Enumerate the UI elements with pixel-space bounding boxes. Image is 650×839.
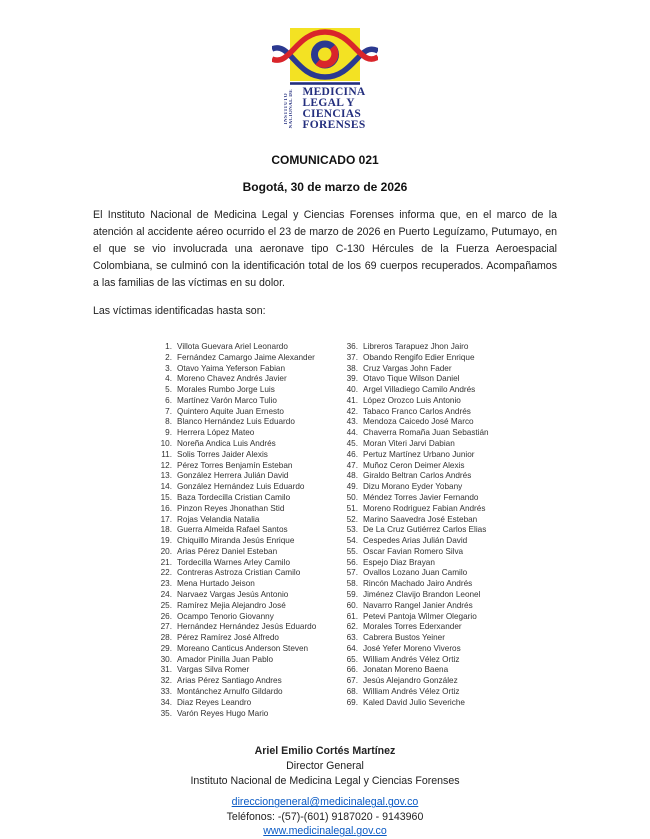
victim-number: 41. (346, 395, 358, 405)
victim-number: 14. (160, 482, 172, 492)
victim-row (341, 698, 489, 709)
victim-number: 53. (346, 525, 358, 535)
victim-name: Jiménez Clavijo Brandon Leonel (363, 589, 481, 599)
victim-row (341, 547, 489, 558)
victim-name: Obando Rengifo Edier Enrique (363, 352, 475, 362)
victim-number: 68. (346, 687, 358, 696)
victim-row (155, 374, 341, 385)
victim-name: Jesús Alejandro González (363, 676, 458, 686)
victim-row (155, 439, 341, 450)
victim-name: Ocampo Tenorio Giovanny (177, 611, 274, 621)
victim-row (155, 504, 341, 515)
victim-name: Muñoz Ceron Deimer Alexis (363, 460, 465, 470)
victim-name: Otavo Tique Wilson Daniel (363, 374, 460, 384)
victims-list-intro: Las víctimas identificadas hasta son: (93, 305, 266, 317)
body-paragraph: El Instituto Nacional de Medicina Legal y Ciencias Forenses informa que, en el marco de la atención al accidente aéreo ocurrido el 23 de marzo de 2026 en Puerto Leguízamo, Putumayo, en el que se vio involucrada una aeronave tipo C-130 Hércules de la Fuerza Aeroespacial Colombiana, se culminó con la identificación total de los 69 cuerpos recuperados. Acompañamos a las familias de las víctimas en su dolor. (93, 209, 557, 289)
victim-number: 5. (165, 385, 172, 395)
logo-vertical-line1: INSTITUTO (284, 93, 290, 125)
victim-row (155, 558, 341, 569)
victim-row (341, 504, 489, 515)
victim-number: 51. (346, 503, 358, 513)
victim-row (341, 687, 489, 698)
victim-name: Pérez Torres Benjamín Esteban (177, 460, 293, 470)
victim-row (155, 676, 341, 687)
victim-name: Quintero Aquite Juan Ernesto (177, 406, 284, 416)
victim-row (155, 547, 341, 558)
victim-number: 16. (160, 503, 172, 513)
victim-number: 8. (165, 417, 172, 427)
victim-number: 20. (160, 546, 172, 556)
victim-name: Chaverra Romaña Juan Sebastián (363, 428, 489, 438)
victim-row (155, 612, 341, 623)
victim-name: Amador Pinilla Juan Pablo (177, 654, 274, 664)
website-link[interactable]: www.medicinalegal.gov.co (263, 825, 387, 838)
victims-column-2 (341, 342, 489, 719)
victim-row (341, 353, 489, 364)
victim-row (155, 493, 341, 504)
victim-number: 65. (346, 654, 358, 664)
victim-name: Mena Hurtado Jeison (177, 579, 255, 589)
victim-name: Espejo Diaz Brayan (363, 557, 435, 567)
victim-number: 2. (165, 352, 172, 362)
victim-number: 63. (346, 633, 358, 643)
victim-name: Giraldo Beltran Carlos Andrés (363, 471, 472, 481)
victim-name: Libreros Tarapuez Jhon Jairo (363, 342, 469, 351)
victim-row (155, 698, 341, 709)
victim-name: Vargas Silva Romer (177, 665, 250, 675)
victim-row (341, 568, 489, 579)
contact-block (0, 795, 650, 839)
eye-ribbon-icon (272, 28, 378, 85)
victim-number: 17. (160, 514, 172, 524)
victim-name: Tabaco Franco Carlos Andrés (363, 406, 471, 416)
victim-name: Moreno Chavez Andrés Javier (177, 374, 287, 384)
victim-row (155, 353, 341, 364)
wordmark-line: FORENSES (302, 119, 366, 131)
victim-row (155, 655, 341, 666)
victim-number: 1. (165, 342, 172, 351)
victim-row (341, 644, 489, 655)
victim-name: Argel Villadiego Camilo Andrés (363, 385, 476, 395)
victim-row (341, 385, 489, 396)
victim-name: González Herrera Julián David (177, 471, 289, 481)
victim-row (341, 601, 489, 612)
victim-number: 37. (346, 352, 358, 362)
victim-name: Narvaez Vargas Jesús Antonio (177, 589, 289, 599)
victim-name: Jonatan Moreno Baena (363, 665, 449, 675)
victim-name: Petevi Pantoja Wilmer Olegario (363, 611, 477, 621)
victim-number: 48. (346, 471, 358, 481)
victim-number: 39. (346, 374, 358, 384)
victim-number: 64. (346, 643, 358, 653)
signature-title: Director General (286, 760, 364, 773)
victim-number: 45. (346, 439, 358, 449)
victim-name: Morales Torres Ederxander (363, 622, 462, 632)
victim-number: 25. (160, 600, 172, 610)
wordmark-line: LEGAL Y (302, 97, 355, 109)
victim-number: 38. (346, 363, 358, 373)
victim-name: Kaled David Julio Severiche (363, 697, 465, 707)
victim-name: Moran Viteri Jarvi Dabian (363, 439, 455, 449)
victim-name: Cruz Vargas John Fader (363, 363, 452, 373)
signature-block (0, 744, 650, 839)
victim-name: Guerra Almeida Rafael Santos (177, 525, 288, 535)
victim-number: 43. (346, 417, 358, 427)
victim-row (155, 385, 341, 396)
victim-number: 13. (160, 471, 172, 481)
victim-name: Pérez Ramírez José Alfredo (177, 633, 279, 643)
victim-number: 15. (160, 492, 172, 502)
victim-row (341, 612, 489, 623)
signature-org: Instituto Nacional de Medicina Legal y Ciencias Forenses (190, 775, 460, 788)
victim-row (341, 450, 489, 461)
logo-wordmark (302, 87, 365, 131)
victim-name: Contreras Astroza Cristian Camilo (177, 568, 301, 578)
victim-name: Oscar Favian Romero Silva (363, 546, 464, 556)
victim-row (155, 482, 341, 493)
victim-number: 21. (160, 557, 172, 567)
victim-number: 7. (165, 406, 172, 416)
email-link[interactable]: direcciongeneral@medicinalegal.gov.co (231, 796, 419, 809)
victim-row (341, 633, 489, 644)
victim-row (341, 471, 489, 482)
victim-row (341, 439, 489, 450)
victim-row (341, 364, 489, 375)
victim-row (341, 374, 489, 385)
victim-name: Baza Tordecilla Cristian Camilo (177, 492, 291, 502)
victim-number: 33. (160, 687, 172, 696)
victim-row (341, 482, 489, 493)
victim-name: Ovallos Lozano Juan Camilo (363, 568, 468, 578)
victim-row (341, 396, 489, 407)
victim-name: Rincón Machado Jairo Andrés (363, 579, 473, 589)
victim-name: Moreano Canticus Anderson Steven (177, 643, 309, 653)
victim-row (155, 428, 341, 439)
victim-number: 10. (160, 439, 172, 449)
victim-name: Arias Pérez Daniel Esteban (177, 546, 278, 556)
victim-number: 6. (165, 395, 172, 405)
victim-row (155, 622, 341, 633)
victim-row (155, 417, 341, 428)
victim-row (155, 590, 341, 601)
victim-name: Blanco Hernández Luis Eduardo (177, 417, 295, 427)
victim-name: Diaz Reyes Leandro (177, 697, 252, 707)
victim-name: López Orozco Luis Antonio (363, 395, 461, 405)
victim-number: 55. (346, 546, 358, 556)
victim-name: Hernández Hernández Jesús Eduardo (177, 622, 317, 632)
victim-name: William Andrés Vélez Ortiz (363, 687, 460, 696)
victim-name: Dizu Morano Eyder Yobany (363, 482, 463, 492)
victim-name: Rojas Velandia Natalia (177, 514, 260, 524)
victim-row (341, 525, 489, 536)
phones-line: Teléfonos: -(57)-(601) 9187020 - 9143960 (226, 810, 424, 823)
victim-row (341, 536, 489, 547)
victim-number: 32. (160, 676, 172, 686)
victim-number: 22. (160, 568, 172, 578)
victim-name: Tordecilla Warnes Arley Camilo (177, 557, 290, 567)
victim-number: 60. (346, 600, 358, 610)
victim-number: 12. (160, 460, 172, 470)
victim-row (341, 590, 489, 601)
logo-vertical-line2: NACIONAL DE (289, 89, 295, 129)
victim-row (341, 579, 489, 590)
victim-row (341, 417, 489, 428)
victim-number: 4. (165, 374, 172, 384)
victim-name: Herrera López Mateo (177, 428, 255, 438)
victim-number: 69. (346, 697, 358, 707)
victim-number: 58. (346, 579, 358, 589)
logo-wordmark-block (284, 87, 365, 131)
victim-number: 59. (346, 589, 358, 599)
victim-name: Moreno Rodriguez Fabian Andrés (363, 503, 486, 513)
victim-number: 67. (346, 676, 358, 686)
victim-number: 50. (346, 492, 358, 502)
victim-number: 44. (346, 428, 358, 438)
victim-number: 31. (160, 665, 172, 675)
victim-number: 66. (346, 665, 358, 675)
victim-number: 56. (346, 557, 358, 567)
victim-name: Otavo Yaima Yeferson Fabian (177, 363, 286, 373)
victim-name: Fernández Camargo Jaime Alexander (177, 352, 315, 362)
victim-name: Varón Reyes Hugo Mario (177, 708, 269, 718)
victim-number: 34. (160, 697, 172, 707)
victim-number: 23. (160, 579, 172, 589)
victim-number: 19. (160, 536, 172, 546)
victim-number: 54. (346, 536, 358, 546)
victim-number: 35. (160, 708, 172, 718)
victim-name: Arias Pérez Santiago Andres (177, 676, 282, 686)
victim-row (341, 515, 489, 526)
victim-number: 42. (346, 406, 358, 416)
victim-number: 47. (346, 460, 358, 470)
victim-name: Solis Torres Jaider Alexis (177, 449, 268, 459)
victim-number: 27. (160, 622, 172, 632)
victim-row (155, 342, 341, 353)
victim-number: 11. (161, 449, 172, 459)
victim-row (155, 364, 341, 375)
victim-row (341, 461, 489, 472)
victim-name: Villota Guevara Ariel Leonardo (177, 342, 288, 351)
logo-vertical-label (284, 87, 299, 131)
victim-row (155, 633, 341, 644)
victim-name: Montánchez Arnulfo Gildardo (177, 687, 283, 696)
victims-column-1 (155, 342, 341, 719)
victim-row (155, 687, 341, 698)
victim-row (155, 709, 341, 720)
victim-row (155, 461, 341, 472)
victim-row (341, 428, 489, 439)
victim-name: Cespedes Arias Julián David (363, 536, 468, 546)
victim-row (341, 665, 489, 676)
victim-row (341, 493, 489, 504)
victim-name: Méndez Torres Javier Fernando (363, 492, 479, 502)
victim-number: 26. (160, 611, 172, 621)
comunicado-title: COMUNICADO 021 (271, 153, 379, 167)
victims-list (155, 342, 650, 719)
victim-name: Cabrera Bustos Yeiner (363, 633, 445, 643)
victim-number: 9. (165, 428, 172, 438)
victim-row (341, 676, 489, 687)
victim-name: Morales Rumbo Jorge Luis (177, 385, 275, 395)
victim-row (155, 665, 341, 676)
victim-name: Chiquillo Miranda Jesús Enrique (177, 536, 295, 546)
victim-row (155, 525, 341, 536)
victim-number: 62. (346, 622, 358, 632)
victim-row (155, 601, 341, 612)
victim-name: Marino Saavedra José Esteban (363, 514, 478, 524)
institute-logo (0, 0, 650, 131)
victim-row (155, 450, 341, 461)
comunicado-date: Bogotá, 30 de marzo de 2026 (242, 180, 408, 194)
victim-row (155, 396, 341, 407)
victim-number: 57. (346, 568, 358, 578)
victim-number: 40. (346, 385, 358, 395)
victim-number: 36. (346, 342, 358, 351)
victim-number: 52. (346, 514, 358, 524)
victim-name: Ramírez Mejia Alejandro José (177, 600, 286, 610)
signature-name: Ariel Emilio Cortés Martínez (254, 745, 396, 758)
wordmark-line: MEDICINA (302, 86, 366, 98)
victim-name: Navarro Rangel Janier Andrés (363, 600, 473, 610)
victim-number: 28. (160, 633, 172, 643)
victim-row (155, 536, 341, 547)
victim-row (341, 407, 489, 418)
victim-row (341, 655, 489, 666)
victim-name: Martínez Varón Marco Tulio (177, 395, 277, 405)
wordmark-line: CIENCIAS (302, 108, 362, 120)
victim-row (155, 644, 341, 655)
victim-number: 18. (160, 525, 172, 535)
victim-number: 29. (160, 643, 172, 653)
victim-row (155, 515, 341, 526)
victim-row (155, 407, 341, 418)
victim-row (155, 568, 341, 579)
victim-name: William Andrés Vélez Ortiz (363, 654, 460, 664)
victim-name: Pertuz Martínez Urbano Junior (363, 449, 475, 459)
victim-number: 46. (346, 449, 358, 459)
victim-row (341, 342, 489, 353)
victim-number: 30. (160, 654, 172, 664)
victim-number: 3. (165, 363, 172, 373)
victim-number: 49. (346, 482, 358, 492)
victim-row (155, 471, 341, 482)
victim-number: 61. (346, 611, 358, 621)
victim-row (341, 622, 489, 633)
victim-row (341, 558, 489, 569)
victim-row (155, 579, 341, 590)
victim-name: José Yefer Moreno Viveros (363, 643, 461, 653)
victim-number: 24. (160, 589, 172, 599)
victim-name: Mendoza Caicedo José Marco (363, 417, 474, 427)
victim-name: González Hernández Luis Eduardo (177, 482, 305, 492)
victim-name: De La Cruz Gutiérrez Carlos Elias (363, 525, 487, 535)
victim-name: Noreña Andica Luis Andrés (177, 439, 276, 449)
victim-name: Pinzon Reyes Jhonathan Stid (177, 503, 285, 513)
